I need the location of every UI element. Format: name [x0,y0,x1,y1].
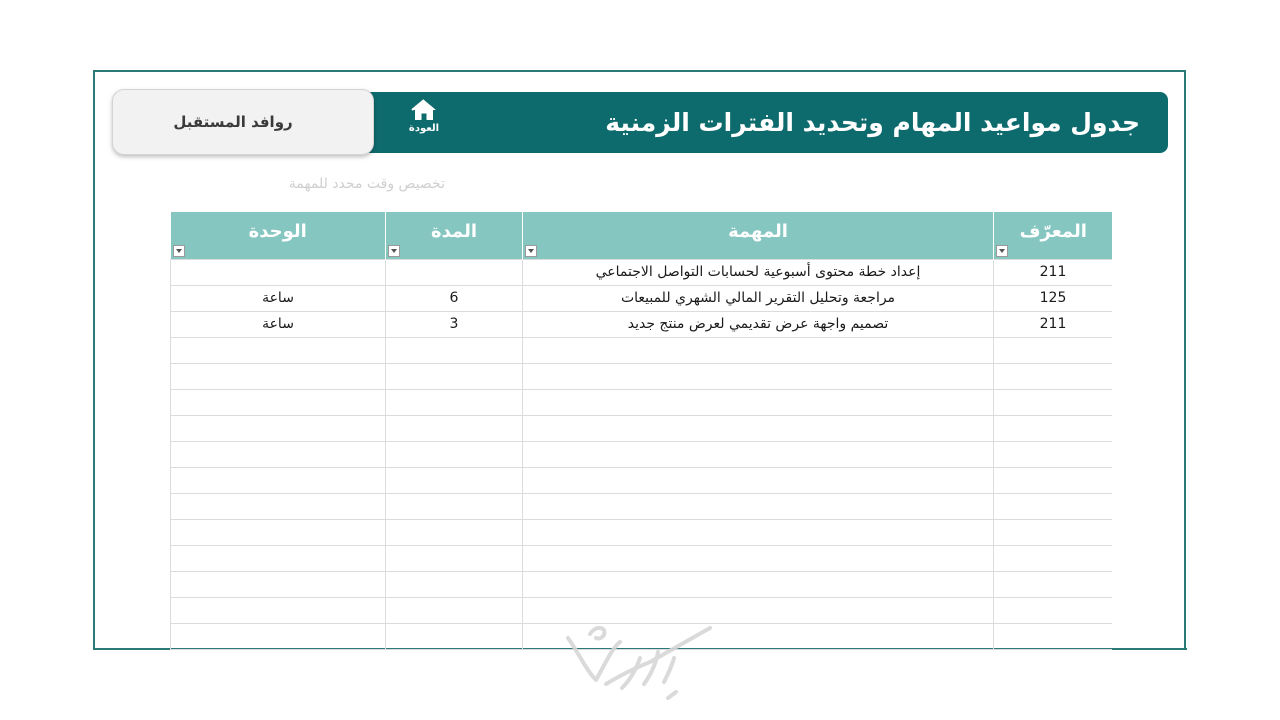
duration-cell[interactable] [386,623,523,649]
unit-cell[interactable] [171,649,386,650]
id-cell[interactable] [994,467,1113,493]
unit-cell[interactable] [171,467,386,493]
unit-cell[interactable] [171,259,386,285]
bikalia-logo [560,618,720,708]
home-label: العودة [408,123,440,134]
duration-cell[interactable] [386,545,523,571]
id-cell[interactable] [994,493,1113,519]
unit-cell[interactable] [171,519,386,545]
table-row [171,441,1113,467]
subtitle: تخصيص وقت محدد للمهمة [288,176,445,192]
table-row [171,311,1113,337]
unit-cell[interactable] [171,597,386,623]
chevron-down-icon[interactable] [388,245,400,257]
task-cell[interactable] [523,415,994,441]
table-row [171,545,1113,571]
table-header-row [171,212,1113,259]
unit-cell[interactable] [171,415,386,441]
duration-cell[interactable] [386,597,523,623]
table-row [171,571,1113,597]
duration-cell[interactable] [386,415,523,441]
task-cell[interactable] [523,571,994,597]
column-header-label: المعرّف [1019,220,1087,242]
table-row [171,389,1113,415]
task-cell[interactable] [523,519,994,545]
id-cell[interactable] [994,571,1113,597]
task-cell[interactable] [523,337,994,363]
title-banner [365,92,1168,153]
duration-cell[interactable]: 6 [386,285,523,311]
table-row [171,337,1113,363]
chevron-down-icon[interactable] [525,245,537,257]
task-cell[interactable]: إعداد خطة محتوى أسبوعية لحسابات التواصل الاجتماعي [523,259,994,285]
task-cell[interactable] [523,493,994,519]
home-button[interactable] [400,98,448,148]
id-cell[interactable] [994,623,1113,649]
column-header-label: المهمة [728,220,788,242]
unit-cell[interactable] [171,571,386,597]
id-cell[interactable] [994,545,1113,571]
unit-cell[interactable] [171,545,386,571]
duration-cell[interactable] [386,519,523,545]
task-cell[interactable] [523,467,994,493]
duration-cell[interactable] [386,337,523,363]
column-header-label: المدة [430,220,478,242]
id-cell[interactable]: 211 [994,311,1113,337]
duration-cell[interactable] [386,363,523,389]
duration-cell[interactable] [386,467,523,493]
id-cell[interactable]: 211 [994,259,1113,285]
id-cell[interactable] [994,441,1113,467]
id-cell[interactable] [994,363,1113,389]
chevron-down-icon[interactable] [996,245,1008,257]
table-row [171,415,1113,441]
task-cell[interactable] [523,363,994,389]
column-header-label: الوحدة [248,220,307,242]
table-row [171,259,1113,285]
task-table [170,212,1112,650]
unit-cell[interactable] [171,389,386,415]
task-cell[interactable] [523,545,994,571]
unit-cell[interactable] [171,493,386,519]
brand-name: روافد المستقبل [173,113,293,131]
id-cell[interactable] [994,337,1113,363]
table-row [171,363,1113,389]
duration-cell[interactable] [386,441,523,467]
column-header-id[interactable] [994,212,1113,259]
id-cell[interactable] [994,389,1113,415]
task-cell[interactable] [523,389,994,415]
duration-cell[interactable] [386,649,523,650]
task-cell[interactable]: مراجعة وتحليل التقرير المالي الشهري للمبيعات [523,285,994,311]
duration-cell[interactable] [386,259,523,285]
brand-box [112,89,374,155]
duration-cell[interactable] [386,389,523,415]
table-row [171,285,1113,311]
duration-cell[interactable]: 3 [386,311,523,337]
unit-cell[interactable] [171,441,386,467]
page-title: جدول مواعيد المهام وتحديد الفترات الزمنية [605,108,1140,137]
task-cell[interactable] [523,441,994,467]
home-icon [411,99,437,121]
chevron-down-icon[interactable] [173,245,185,257]
unit-cell[interactable]: ساعة [171,285,386,311]
id-cell[interactable] [994,519,1113,545]
table-row [171,493,1113,519]
duration-cell[interactable] [386,493,523,519]
unit-cell[interactable]: ساعة [171,311,386,337]
unit-cell[interactable] [171,337,386,363]
id-cell[interactable] [994,649,1113,650]
unit-cell[interactable] [171,363,386,389]
task-cell[interactable]: تصميم واجهة عرض تقديمي لعرض منتج جديد [523,311,994,337]
id-cell[interactable] [994,415,1113,441]
id-cell[interactable]: 125 [994,285,1113,311]
column-header-task[interactable] [523,212,994,259]
column-header-duration[interactable] [386,212,523,259]
table-row [171,519,1113,545]
duration-cell[interactable] [386,571,523,597]
id-cell[interactable] [994,597,1113,623]
unit-cell[interactable] [171,623,386,649]
column-header-unit[interactable] [171,212,386,259]
table-row [171,467,1113,493]
